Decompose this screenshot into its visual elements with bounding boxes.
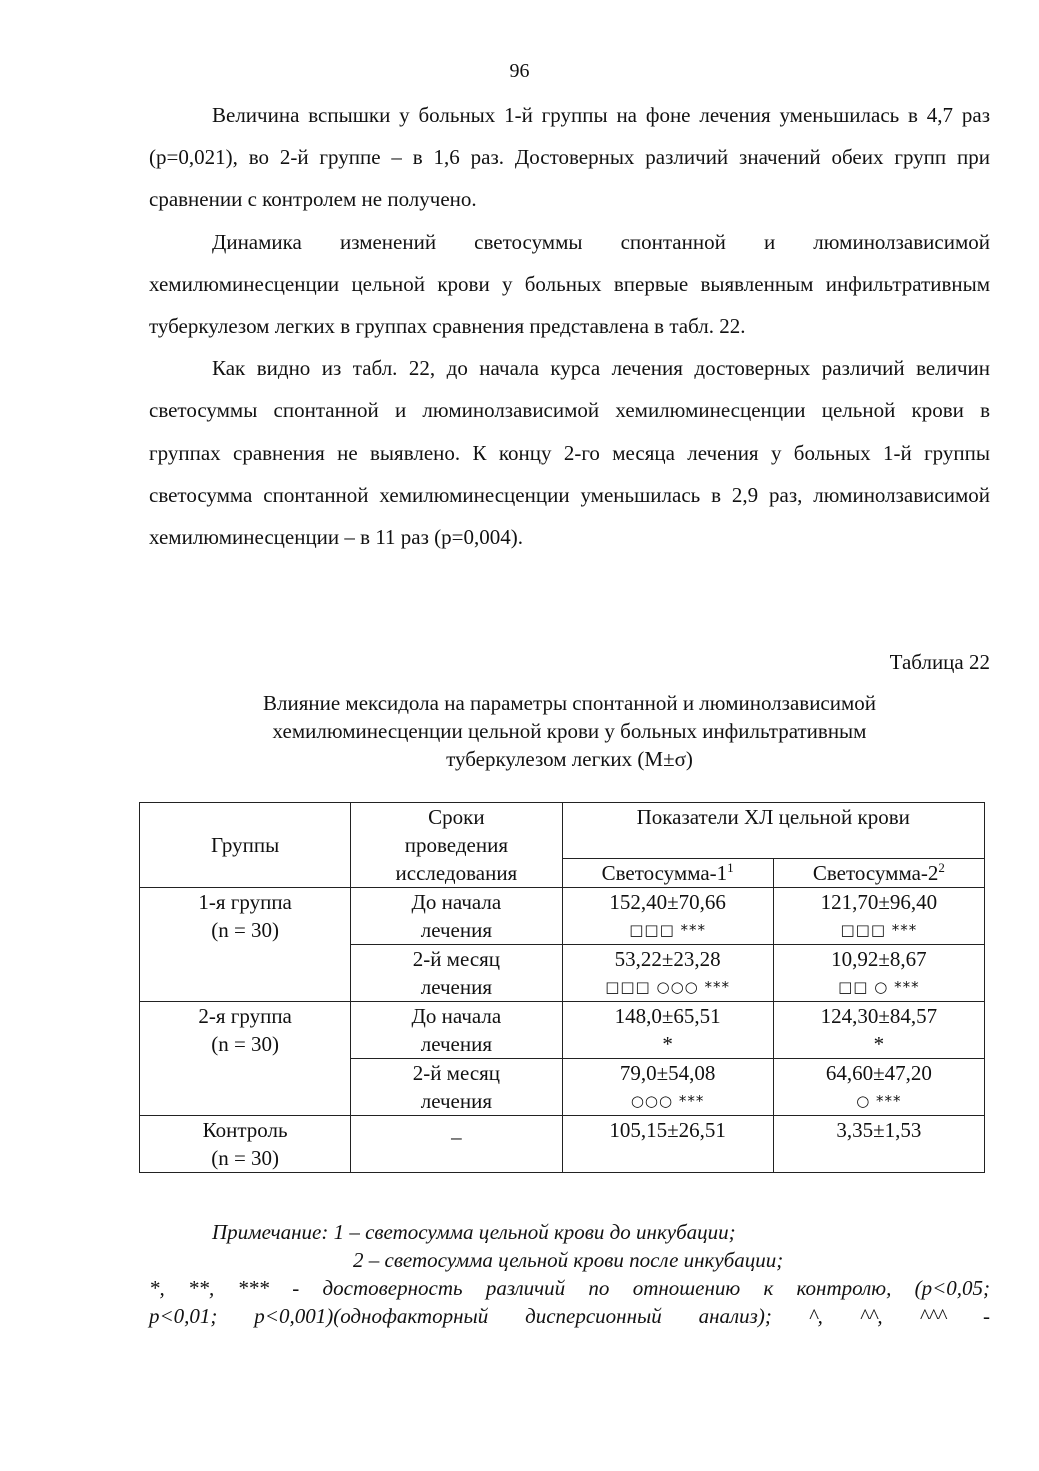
s1-cell: [562, 1002, 773, 1059]
term-cell: [351, 1116, 562, 1173]
s1-cell: [562, 1116, 773, 1173]
header-terms: [351, 803, 562, 888]
s1-mark: *: [662, 1032, 673, 1056]
header-s2-sup: 2: [938, 860, 945, 875]
table-note: [149, 1218, 990, 1330]
term-line: 2-й месяц: [412, 1061, 501, 1085]
s1-cell: [562, 888, 773, 945]
term-line: лечения: [420, 1089, 493, 1113]
note-line: р<0,01; р<0,001)(однофакторный дисперсионный анализ); ^, ^^, ^^^ -: [149, 1304, 990, 1328]
s1-mark: □□□ ○○○ ***: [605, 978, 731, 996]
paragraph-2: Динамика изменений светосуммы спонтанной и люминолзависимой хемилюминесценции цельной крови у больных впервые выявленным инфильтративным туберкулезом легких в группах сравнения представлена в табл. 22.: [149, 229, 990, 339]
header-s2-label: Светосумма-2: [812, 861, 939, 885]
header-terms-line: Сроки: [428, 805, 485, 829]
note-line: Примечание: 1 – светосумма цельной крови до инкубации;: [212, 1220, 736, 1244]
s1-value: 105,15±26,51: [609, 1118, 726, 1142]
term-line: _: [451, 1118, 462, 1142]
table-caption-line: хемилюминесценции цельной крови у больных инфильтративным: [272, 719, 867, 743]
s1-value: 152,40±70,66: [609, 890, 726, 914]
header-terms-line: исследования: [395, 861, 518, 885]
s2-cell: [773, 945, 984, 1002]
s2-cell: [773, 1116, 984, 1173]
paragraph-3: Как видно из табл. 22, до начала курса лечения достоверных различий величин светосуммы спонтанной и люминолзависимой хемилюминесценции цельной крови в группах сравнения не выявлено. К концу 2-го месяца лечения у больных 1-й группы светосумма спонтанной хемилюминесценции уменьшилась в 2,9 раз, люминолзависимой хемилюминесценции – в 11 раз (р=0,004).: [149, 356, 990, 550]
header-indicators: Показатели ХЛ цельной крови: [562, 803, 985, 859]
header-s1-label: Светосумма-1: [601, 861, 728, 885]
s2-cell: [773, 888, 984, 945]
group-name: 1-я группа: [198, 890, 292, 914]
group-name: Контроль: [202, 1118, 288, 1142]
term-line: 2-й месяц: [412, 947, 501, 971]
s2-value: 121,70±96,40: [820, 890, 938, 914]
s1-mark: □□□ ***: [629, 921, 707, 939]
table-label: Таблица 22: [889, 650, 990, 674]
s1-value: 53,22±23,28: [614, 947, 721, 971]
header-groups: Группы: [140, 803, 351, 888]
paragraph-1: Величина вспышки у больных 1-й группы на фоне лечения уменьшилась в 4,7 раз (р=0,021), во 2-й группе – в 1,6 раз. Достоверных различий значений обеих групп при сравнении с контролем не получено.: [149, 103, 990, 212]
s2-value: 64,60±47,20: [825, 1061, 932, 1085]
table-caption-line: туберкулезом легких (M±σ): [446, 747, 693, 771]
s2-mark: □□□ ***: [840, 921, 918, 939]
group-n: (n = 30): [211, 1032, 280, 1056]
s2-value: 10,92±8,67: [831, 947, 927, 971]
s2-value: 3,35±1,53: [836, 1118, 922, 1142]
page-number: 96: [509, 60, 530, 82]
s1-value: 148,0±65,51: [614, 1004, 721, 1028]
table-row: [140, 1002, 985, 1059]
group-cell: [140, 888, 351, 1002]
term-line: лечения: [420, 975, 493, 999]
table-row: [140, 888, 985, 945]
term-cell: [351, 888, 562, 945]
note-line: *, **, *** - достоверность различий по отношению к контролю, (р<0,05;: [149, 1276, 990, 1300]
header-s1: [562, 859, 773, 888]
term-cell: [351, 945, 562, 1002]
table-header-row: [140, 803, 985, 859]
term-line: До начала: [411, 890, 502, 914]
table-row: [140, 1116, 985, 1173]
table-caption-line: Влияние мексидола на параметры спонтанной и люминолзависимой: [262, 691, 877, 715]
note-line: 2 – светосумма цельной крови после инкубации;: [353, 1248, 784, 1272]
s1-cell: [562, 1059, 773, 1116]
s1-mark: ○○○ ***: [630, 1092, 705, 1110]
group-n: (n = 30): [211, 918, 280, 942]
group-n: (n = 30): [211, 1146, 280, 1170]
s2-cell: [773, 1002, 984, 1059]
body-text: [149, 94, 990, 558]
group-cell: [140, 1116, 351, 1173]
header-s2: [773, 859, 984, 888]
group-name: 2-я группа: [198, 1004, 292, 1028]
term-cell: [351, 1002, 562, 1059]
results-table: [139, 802, 985, 1173]
header-terms-line: проведения: [404, 833, 508, 857]
term-line: лечения: [420, 1032, 493, 1056]
term-line: лечения: [420, 918, 493, 942]
header-s1-sup: 1: [727, 860, 734, 875]
s2-mark: □□ ○ ***: [838, 978, 920, 996]
table-caption: [149, 689, 990, 773]
term-line: До начала: [411, 1004, 502, 1028]
s1-value: 79,0±54,08: [619, 1061, 716, 1085]
s2-value: 124,30±84,57: [820, 1004, 938, 1028]
s2-cell: [773, 1059, 984, 1116]
group-cell: [140, 1002, 351, 1116]
s1-cell: [562, 945, 773, 1002]
term-cell: [351, 1059, 562, 1116]
s2-mark: *: [873, 1032, 885, 1056]
s2-mark: ○ ***: [856, 1092, 902, 1110]
